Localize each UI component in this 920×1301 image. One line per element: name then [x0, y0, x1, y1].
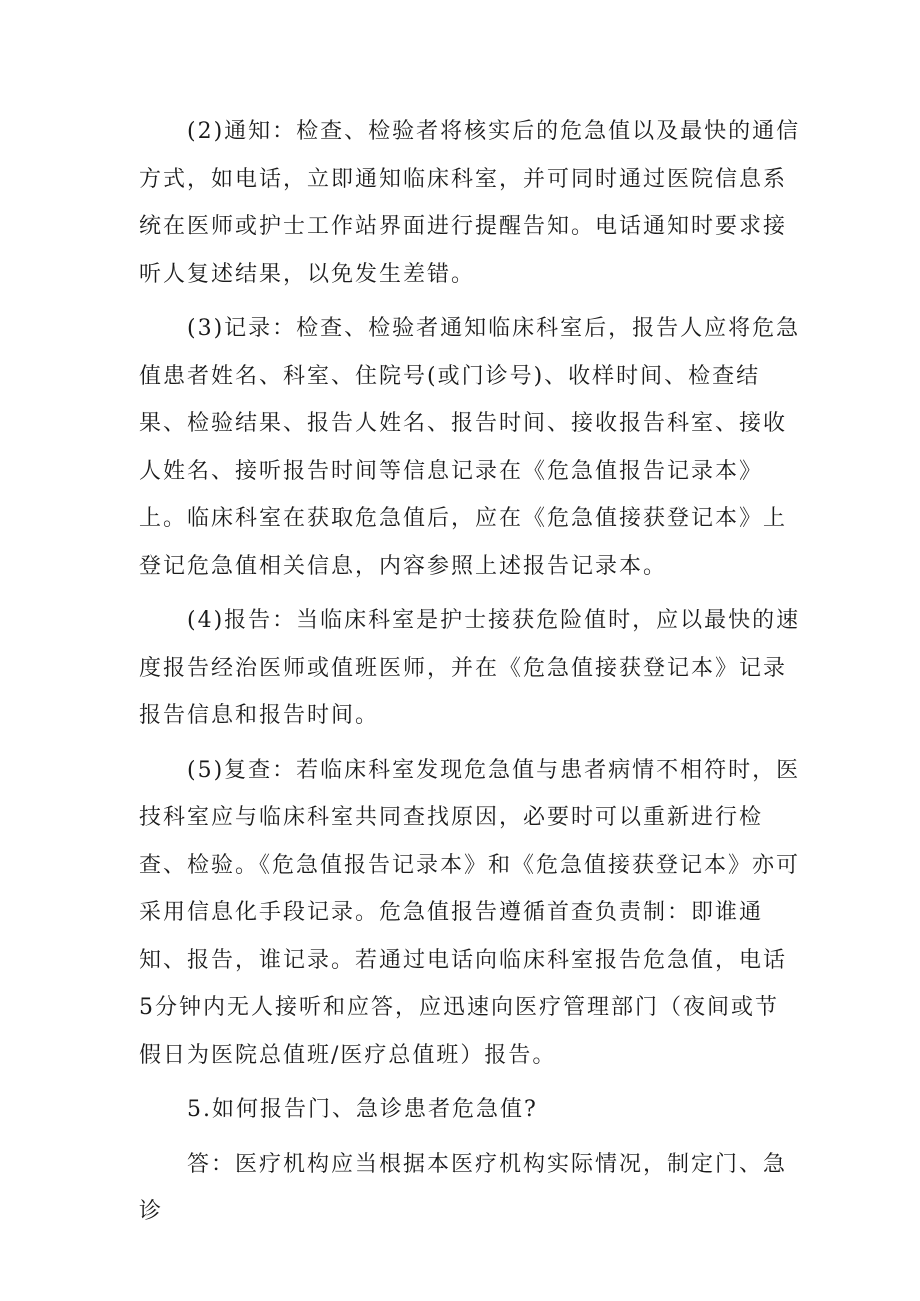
paragraph-report: (4)报告：当临床科室是护士接获危险值时，应以最快的速度报告经治医师或值班医师，并在《危急值接获登记本》记录报告信息和报告时间。	[139, 608, 801, 728]
paragraph-record: (3)记录：检查、检验者通知临床科室后，报告人应将危急值患者姓名、科室、住院号(或门诊号)、收样时间、检查结果、检验结果、报告人姓名、报告时间、接收报告科室、接收人姓名、接听报告时间等信息记录在《危急值报告记录本》上。临床科室在获取危急值后，应在《危急值接获登记本》上登记危急值相关信息，内容参照上述报告记录本。	[139, 316, 801, 579]
paragraph-recheck: (5)复查：若临床科室发现危急值与患者病情不相符时，医技科室应与临床科室共同查找原因，必要时可以重新进行检查、检验。《危急值报告记录本》和《危急值接获登记本》亦可采用信息化手段记录。危急值报告遵循首查负责制：即谁通知、报告，谁记录。若通过电话向临床科室报告危急值，电话5分钟内无人接听和应答，应迅速向医疗管理部门（夜间或节假日为医院总值班/医疗总值班）报告。	[139, 757, 801, 1068]
paragraph-notify: (2)通知：检查、检验者将核实后的危急值以及最快的通信方式，如电话，立即通知临床科室，并可同时通过医院信息系统在医师或护士工作站界面进行提醒告知。电话通知时要求接听人复述结果，以免发生差错。	[139, 119, 801, 287]
document-body	[139, 108, 801, 1243]
question-heading: 5.如何报告门、急诊患者危急值?	[187, 1097, 538, 1122]
answer-paragraph: 答：医疗机构应当根据本医疗机构实际情况，制定门、急诊	[139, 1151, 788, 1224]
